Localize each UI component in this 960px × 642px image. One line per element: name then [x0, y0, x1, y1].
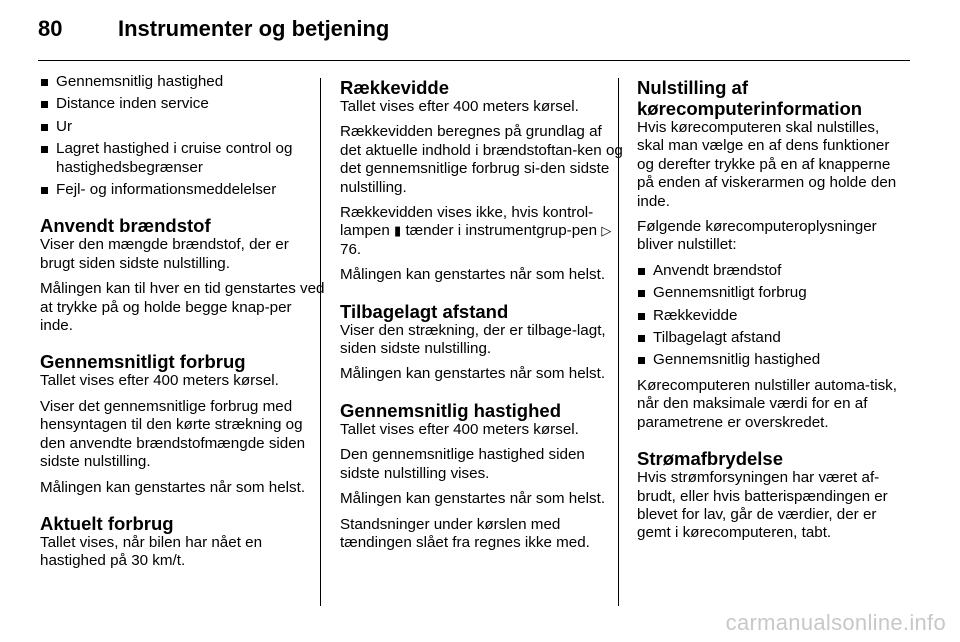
paragraph: Målingen kan genstartes når som helst.: [340, 266, 606, 284]
section-heading-fuel-used: Anvendt brændstof: [40, 215, 211, 237]
paragraph: Målingen kan til hver en tid genstartes ved at trykke på og holde begge knap-per inde.: [40, 280, 325, 335]
text-span: Rækkevidden vises ikke, hvis kontrol-lampen: [340, 204, 594, 240]
paragraph: Den gennemsnitlige hastighed siden sidste nulstilling vises.: [340, 446, 585, 482]
paragraph: Tallet vises, når bilen har nået en hastighed på 30 km/t.: [40, 533, 263, 570]
page-reference: 76.: [340, 240, 362, 258]
list-item: Distance inden service: [40, 95, 326, 113]
paragraph: Hvis strømforsyningen har været af-brudt, eller hvis batterispændingen er blevet for lav, går de værdier, der er gemt i kørecomputeren, tabt.: [637, 469, 888, 542]
column-1: [40, 73, 326, 578]
page-number: 80: [38, 16, 63, 41]
display-items-list: [40, 73, 326, 199]
paragraph: Standsninger under kørslen med tændingen slået fra regnes ikke med.: [340, 515, 590, 551]
section-heading-current-consumption: Aktuelt forbrug: [40, 512, 174, 534]
section-heading-range: Rækkevidde: [340, 77, 449, 98]
fuel-warning-lamp-icon: ▮: [394, 223, 402, 239]
header-rule: [38, 60, 910, 61]
paragraph: Tallet vises efter 400 meters kørsel.: [340, 420, 579, 438]
list-item: Tilbagelagt afstand: [637, 329, 905, 347]
paragraph: Kørecomputeren nulstiller automa-tisk, når den maksimale værdi for en af parametrene er overskredet.: [637, 376, 897, 431]
list-item: Gennemsnitlig hastighed: [637, 351, 905, 369]
reset-items-list: [637, 262, 905, 370]
section-heading-power-failure: Strømafbrydelse: [637, 448, 783, 470]
paragraph: [340, 204, 626, 259]
list-item: Rækkevidde: [637, 307, 905, 325]
paragraph: Tallet vises efter 400 meters kørsel.: [40, 372, 279, 390]
column-2: [340, 73, 626, 559]
list-item: Ur: [40, 118, 326, 136]
paragraph: Hvis kørecomputeren skal nulstilles, skal man vælge en af dens funktioner og derefter trykke på en af knapperne på enden af viskerarmen og holde den inde.: [637, 119, 897, 210]
paragraph: Følgende kørecomputeroplysninger bliver nulstillet:: [637, 218, 877, 254]
section-heading-avg-consumption: Gennemsnitligt forbrug: [40, 351, 246, 373]
paragraph: Målingen kan genstartes når som helst.: [340, 490, 606, 508]
page-reference-arrow-icon: ▷: [601, 223, 612, 239]
section-heading-average-speed: Gennemsnitlig hastighed: [340, 399, 561, 421]
list-item: Fejl- og informationsmeddelelser: [40, 181, 326, 199]
paragraph: Målingen kan genstartes når som helst.: [340, 365, 606, 383]
section-heading-distance-travelled: Tilbagelagt afstand: [340, 300, 509, 322]
page-header: [38, 16, 389, 56]
watermark: carmanualsonline.info: [725, 610, 946, 635]
list-item: Gennemsnitlig hastighed: [40, 73, 326, 91]
paragraph: Målingen kan genstartes når som helst.: [40, 478, 306, 496]
list-item: Gennemsnitligt forbrug: [637, 284, 905, 302]
paragraph: Viser den strækning, der er tilbage-lagt, siden sidste nulstilling.: [340, 321, 606, 358]
list-item: Lagret hastighed i cruise control og hastighedsbegrænser: [40, 140, 326, 177]
paragraph: Viser den mængde brændstof, der er brugt siden sidste nulstilling.: [40, 236, 289, 272]
section-heading-reset: Nulstilling af kørecomputerinformation: [637, 77, 863, 119]
text-span: tænder i instrumentgrup-pen: [405, 222, 598, 240]
list-item: Anvendt brændstof: [637, 262, 905, 280]
chapter-title: Instrumenter og betjening: [118, 16, 390, 41]
paragraph: Rækkevidden beregnes på grundlag af det aktuelle indhold i brændstoftan-ken og det gennemsnitlige forbrug si-den sidste nulstilling.: [340, 123, 623, 196]
paragraph: Viser det gennemsnitlige forbrug med hensyntagen til den kørte strækning og den anvendte brændstofmængde siden sidste nulstilling.: [40, 397, 306, 471]
paragraph: Tallet vises efter 400 meters kørsel.: [340, 98, 579, 115]
column-3: [637, 73, 905, 550]
